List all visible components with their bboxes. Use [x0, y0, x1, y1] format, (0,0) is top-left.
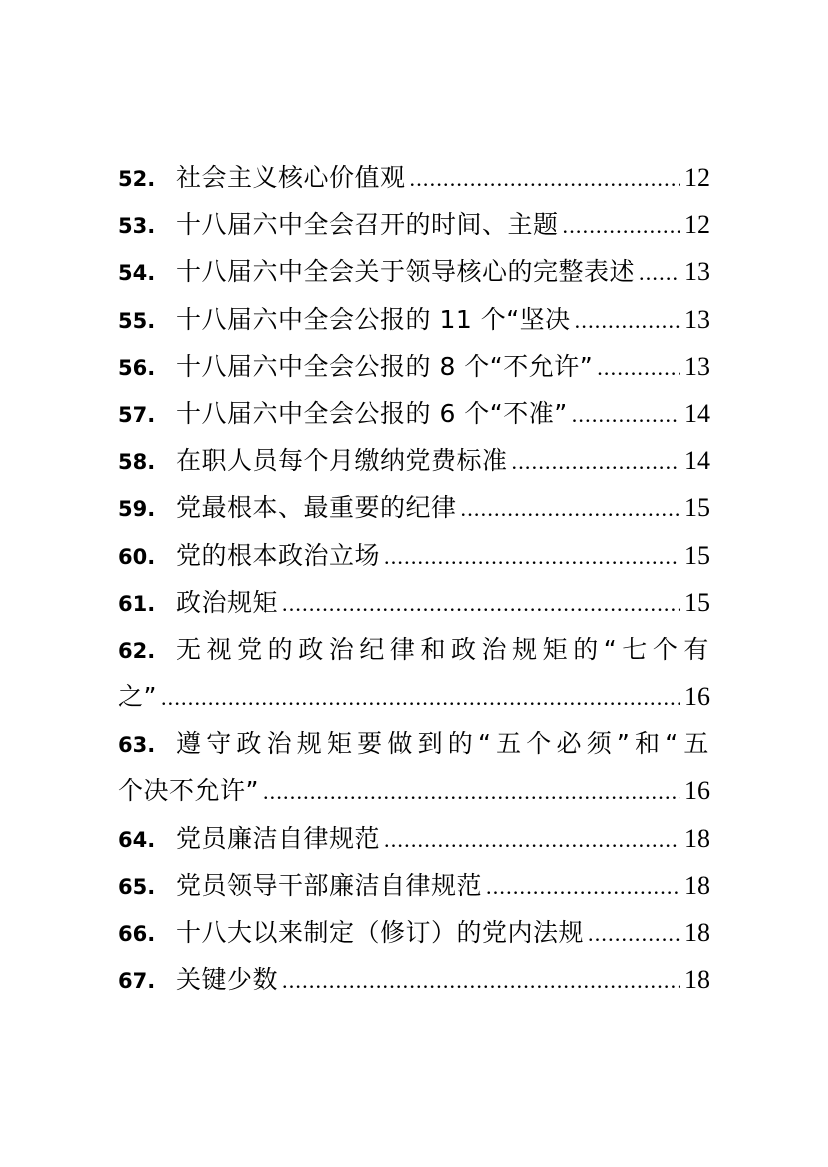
entry-page-number: 15	[684, 540, 710, 570]
entry-title: 十八届六中全会公报的 6 个“不准”	[176, 398, 568, 428]
entry-number: 65.	[118, 874, 156, 899]
dot-leader	[282, 580, 680, 627]
entry-page-number: 13	[684, 257, 710, 287]
entry-number: 61.	[118, 591, 156, 616]
toc-entry-67[interactable]	[118, 956, 710, 1003]
dot-leader	[575, 297, 680, 344]
toc-entry-55[interactable]	[118, 296, 710, 343]
entry-page-number: 15	[684, 587, 710, 617]
entry-title: 社会主义核心价值观	[176, 163, 406, 192]
entry-page-number: 18	[684, 823, 710, 853]
entry-title: 党最根本、最重要的纪律	[176, 493, 457, 523]
entry-number: 54.	[118, 261, 156, 286]
toc-entry-66[interactable]	[118, 909, 710, 956]
toc-entry-57[interactable]	[118, 390, 710, 437]
toc-entry-64[interactable]	[118, 815, 710, 862]
toc-entry-62-continuation[interactable]	[118, 673, 710, 720]
entry-page-number: 14	[684, 398, 710, 428]
dot-leader	[572, 391, 680, 438]
entry-title-continuation: 之”	[118, 682, 157, 712]
entry-page-number: 12	[684, 163, 710, 192]
entry-number: 60.	[118, 544, 156, 569]
entry-page-number: 16	[684, 776, 710, 806]
entry-number: 55.	[118, 308, 156, 333]
toc-entry-54[interactable]	[118, 248, 710, 295]
entry-title: 遵守政治规矩要做到的“五个必须”和“五	[176, 729, 710, 759]
dot-leader	[512, 438, 680, 485]
toc-entry-65[interactable]	[118, 862, 710, 909]
entry-title: 十八届六中全会关于领导核心的完整表述	[176, 257, 636, 287]
entry-title: 关键少数	[176, 965, 279, 995]
entry-page-number: 14	[684, 446, 710, 476]
toc-entry-59[interactable]	[118, 484, 710, 531]
entry-title: 十八届六中全会召开的时间、主题	[176, 210, 559, 240]
entry-page-number: 15	[684, 493, 710, 523]
entry-title-continuation: 个决不允许”	[118, 776, 259, 806]
entry-number: 58.	[118, 450, 156, 475]
entry-page-number: 13	[684, 304, 710, 334]
entry-number: 59.	[118, 497, 156, 522]
entry-number: 56.	[118, 355, 156, 380]
toc-entry-53[interactable]	[118, 201, 710, 248]
dot-leader	[384, 816, 680, 863]
dot-leader	[161, 674, 680, 721]
toc-entry-58[interactable]	[118, 437, 710, 484]
entry-page-number: 13	[684, 351, 710, 381]
entry-page-number: 12	[684, 210, 710, 240]
entry-title: 党的根本政治立场	[176, 540, 381, 570]
entry-title: 十八大以来制定（修订）的党内法规	[176, 918, 585, 947]
entry-title: 无视党的政治纪律和政治规矩的“七个有	[176, 634, 710, 664]
entry-number: 66.	[118, 922, 156, 946]
toc-entry-60[interactable]	[118, 532, 710, 579]
entry-number: 63.	[118, 733, 156, 758]
table-of-contents	[118, 154, 710, 1003]
toc-entry-62[interactable]	[118, 626, 710, 673]
dot-leader	[639, 249, 680, 296]
entry-title: 党员廉洁自律规范	[176, 823, 381, 853]
dot-leader	[597, 344, 680, 391]
entry-page-number: 16	[684, 682, 710, 712]
entry-page-number: 18	[684, 965, 710, 995]
toc-entry-61[interactable]	[118, 579, 710, 626]
entry-number: 64.	[118, 827, 156, 852]
dot-leader	[588, 910, 680, 957]
dot-leader	[282, 957, 680, 1004]
entry-page-number: 18	[684, 918, 710, 947]
entry-number: 62.	[118, 638, 156, 663]
toc-entry-63-continuation[interactable]	[118, 767, 710, 814]
entry-page-number: 18	[684, 870, 710, 900]
entry-title: 在职人员每个月缴纳党费标准	[176, 446, 508, 476]
entry-number: 57.	[118, 402, 156, 427]
entry-number: 67.	[118, 969, 156, 994]
toc-entry-52[interactable]	[118, 154, 710, 201]
entry-title: 政治规矩	[176, 587, 279, 617]
dot-leader	[486, 863, 680, 910]
dot-leader	[461, 485, 680, 532]
toc-entry-56[interactable]	[118, 343, 710, 390]
entry-number: 53.	[118, 214, 156, 239]
dot-leader	[263, 768, 680, 815]
entry-title: 十八届六中全会公报的 11 个“坚决	[176, 304, 571, 334]
entry-number: 52.	[118, 167, 156, 191]
dot-leader	[384, 533, 680, 580]
toc-entry-63[interactable]	[118, 720, 710, 767]
entry-title: 党员领导干部廉洁自律规范	[176, 870, 483, 900]
dot-leader	[563, 202, 680, 249]
entry-title: 十八届六中全会公报的 8 个“不允许”	[176, 351, 594, 381]
dot-leader	[410, 155, 680, 202]
